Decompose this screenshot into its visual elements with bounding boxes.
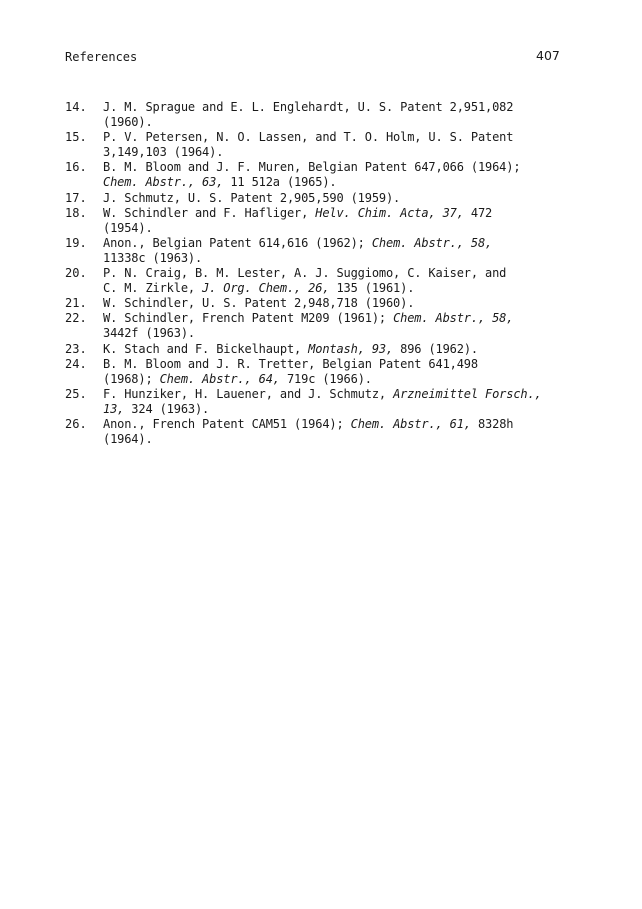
reference-line: [103, 221, 585, 236]
reference-number: 22.: [65, 311, 87, 326]
reference-number: 23.: [65, 341, 87, 356]
reference-text: [103, 100, 585, 130]
citation-text: K. Stach and F. Bickelhaupt,: [103, 341, 309, 356]
reference-text: [103, 417, 585, 447]
citation-italic: Montash, 93,: [308, 341, 394, 356]
reference-text: [103, 296, 585, 311]
reference-text: [103, 236, 585, 266]
citation-italic: Chem. Abstr., 58,: [393, 311, 514, 326]
reference-line: [103, 251, 585, 266]
citation-text: 472: [463, 205, 493, 220]
reference-number: 19.: [65, 235, 87, 250]
reference-line: [103, 266, 585, 281]
citation-text: P. N. Craig, B. M. Lester, A. J. Suggiomo, C. Kaiser, and: [103, 266, 507, 281]
reference-entry: [65, 206, 585, 236]
reference-text: [103, 191, 585, 206]
reference-entry: [65, 236, 585, 266]
citation-text: W. Schindler and F. Hafliger,: [103, 205, 316, 220]
reference-entry: [65, 357, 585, 387]
reference-number: 21.: [65, 296, 87, 311]
citation-text: J. Schmutz, U. S. Patent 2,905,590 (1959).: [103, 190, 401, 205]
reference-line: [103, 311, 585, 326]
reference-line: [103, 296, 585, 311]
reference-line: [103, 236, 585, 251]
reference-entry: [65, 296, 585, 311]
reference-line: [103, 402, 585, 417]
reference-line: [103, 100, 585, 115]
reference-entry: [65, 417, 585, 447]
reference-entry: [65, 130, 585, 160]
reference-number: 26.: [65, 416, 87, 431]
reference-line: [103, 432, 585, 447]
reference-entry: [65, 160, 585, 190]
reference-line: [103, 387, 585, 402]
reference-text: [103, 130, 585, 160]
reference-number: 15.: [65, 130, 87, 145]
reference-entry: [65, 311, 585, 341]
reference-line: [103, 130, 585, 145]
citation-text: Anon., Belgian Patent 614,616 (1962);: [103, 235, 372, 250]
reference-text: [103, 387, 585, 417]
reference-text: [103, 311, 585, 341]
citation-text: B. M. Bloom and J. R. Tretter, Belgian Patent 641,498: [103, 356, 478, 371]
reference-line: [103, 357, 585, 372]
citation-text: C. M. Zirkle,: [103, 281, 203, 296]
reference-entry: [65, 342, 585, 357]
citation-italic: Chem. Abstr., 63,: [103, 175, 224, 190]
reference-line: [103, 326, 585, 341]
reference-line: [103, 115, 585, 130]
reference-number: 16.: [65, 160, 87, 175]
reference-number: 18.: [65, 205, 87, 220]
citation-text: (1960).: [103, 115, 153, 130]
reference-number: 14.: [65, 100, 87, 114]
reference-line: [103, 206, 585, 221]
reference-entry: [65, 100, 585, 130]
citation-text: (1954).: [103, 220, 153, 235]
page-number: 407: [536, 48, 560, 63]
citation-text: J. M. Sprague and E. L. Englehardt, U. S. Patent 2,951,082: [103, 100, 514, 114]
citation-text: W. Schindler, U. S. Patent 2,948,718 (1960).: [103, 296, 415, 311]
reference-line: [103, 417, 585, 432]
reference-line: [103, 342, 585, 357]
reference-line: [103, 372, 585, 387]
reference-text: [103, 206, 585, 236]
reference-line: [103, 160, 585, 175]
citation-italic: Chem. Abstr., 58,: [371, 235, 493, 250]
reference-number: 20.: [65, 266, 87, 281]
citation-italic: Helv. Chim. Acta, 37,: [315, 205, 464, 220]
reference-line: [103, 281, 585, 296]
citation-text: Anon., French Patent CAM51 (1964);: [103, 416, 351, 431]
reference-text: [103, 266, 585, 296]
reference-line: [103, 145, 585, 160]
reference-entry: [65, 191, 585, 206]
citation-text: (1964).: [103, 432, 153, 447]
citation-text: 719c (1966).: [279, 371, 372, 386]
reference-number: 24.: [65, 356, 87, 371]
citation-text: P. V. Petersen, N. O. Lassen, and T. O. Holm, U. S. Patent: [103, 130, 514, 145]
citation-text: 3442f (1963).: [103, 326, 195, 341]
citation-text: 3,149,103 (1964).: [103, 145, 224, 160]
citation-text: 896 (1962).: [393, 341, 478, 356]
reference-text: [103, 342, 585, 357]
citation-text: 8328h: [470, 416, 514, 431]
citation-text: F. Hunziker, H. Lauener, and J. Schmutz,: [103, 386, 394, 401]
citation-text: (1968);: [103, 371, 160, 386]
citation-italic: Arzneimittel Forsch.,: [393, 386, 542, 401]
reference-line: [103, 191, 585, 206]
citation-italic: Chem. Abstr., 64,: [159, 371, 280, 386]
reference-number: 25.: [65, 386, 87, 401]
citation-text: 324 (1963).: [124, 401, 210, 416]
citation-text: 11 512a (1965).: [223, 175, 337, 190]
reference-text: [103, 160, 585, 190]
reference-entry: [65, 266, 585, 296]
citation-italic: Chem. Abstr., 61,: [350, 416, 471, 431]
citation-italic: 13,: [103, 401, 125, 416]
citation-italic: J. Org. Chem., 26,: [202, 281, 330, 296]
citation-text: 11338c (1963).: [103, 250, 203, 265]
reference-list: [65, 100, 585, 447]
reference-number: 17.: [65, 190, 87, 205]
reference-entry: [65, 387, 585, 417]
running-header: References: [65, 50, 138, 64]
citation-text: B. M. Bloom and J. F. Muren, Belgian Patent 647,066 (1964);: [103, 160, 521, 175]
reference-text: [103, 357, 585, 387]
citation-text: 135 (1961).: [329, 281, 415, 296]
reference-line: [103, 175, 585, 190]
citation-text: W. Schindler, French Patent M209 (1961);: [103, 311, 394, 326]
